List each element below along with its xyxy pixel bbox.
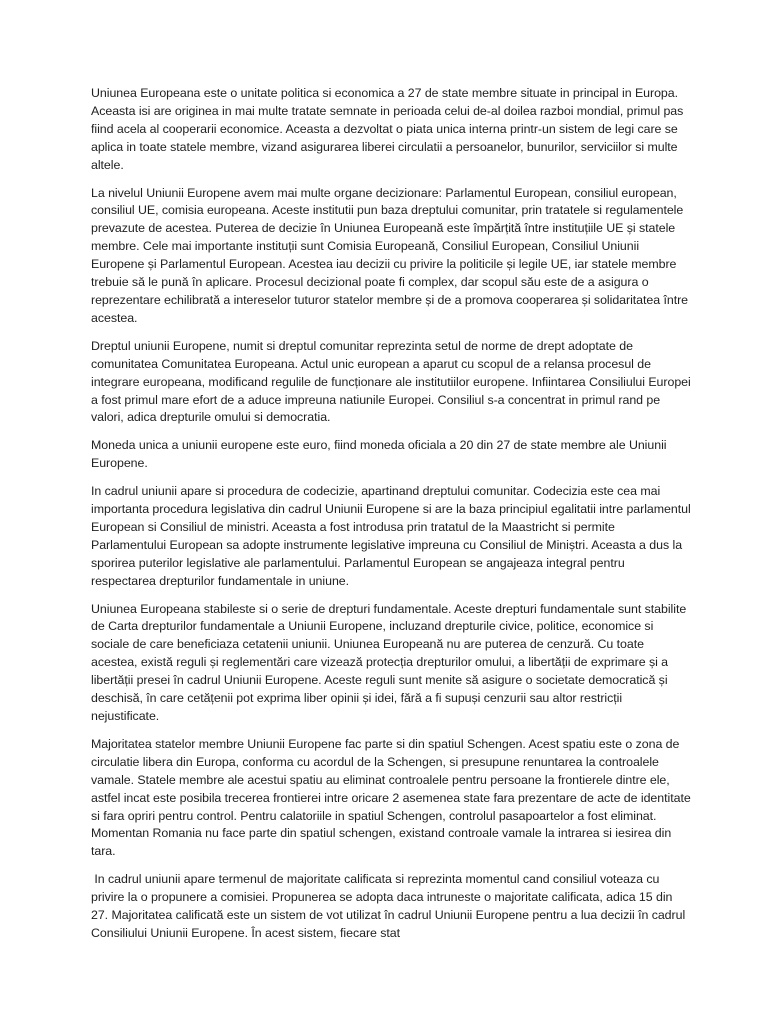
paragraph-decision-bodies: La nivelul Uniunii Europene avem mai multe organe decizionare: Parlamentul European, consiliul european, consiliul UE, comisia europeana. Aceste institutii pun baza dreptului comunitar, prin tratatele si regulamentele prevazute de acestea. Puterea de decizie în Uniunea Europeană este împărțită între instituțiile UE și statele membre. Cele mai importante instituții sunt Comisia Europeană, Consiliul European, Consiliul Uniunii Europene și Parlamentul European. Acestea iau decizii cu privire la politicile și legile UE, iar statele membre trebuie să le pună în aplicare. Procesul decizional poate fi complex, dar scopul său este de a asigura o reprezentare echilibrată a intereselor tuturor statelor membre și de a promova cooperarea și solidaritatea între acestea. [91,185,689,325]
paragraph-qualified-majority: In cadrul uniunii apare termenul de majoritate calificata si reprezinta momentul cand consiliul voteaza cu privire la o propunere a comisiei. Propunerea se adopta daca intruneste o majoritate calificata, adica 15 din 27. Majoritatea calificată este un sistem de vot utilizat în cadrul Uniunii Europene pentru a lua decizii în cadrul Consiliului Uniunii Europene. În acest sistem, fiecare stat [91,872,689,940]
document-body [91,85,691,953]
paragraph-eu-law: Dreptul uniunii Europene, numit si dreptul comunitar reprezinta setul de norme de drept adoptate de comunitatea Comunitatea Europeana. Actul unic european a aparut cu scopul de a relansa procesul de integrare europeana, modificand regulile de funcționare ale institutiilor europene. Infiintarea Consiliului Europei a fost primul mare efort de a aduce impreuna natiunile Europei. Consiliul s-a concentrat in primul rand pe valori, adica drepturile omului si democratia. [91,338,691,425]
paragraph-eu-overview: Uniunea Europeana este o unitate politica si economica a 27 de state membre situate in principal in Europa. Aceasta isi are originea in mai multe tratate semnate in perioada celui de-al doilea razboi mondial, primul pas fiind acela al cooperarii economice. Aceasta a dezvoltat o piata unica interna printr-un sistem de legi care se aplica in toate statele membre, vizand asigurarea liberei circulatii a persoanelor, bunurilor, serviciilor si multe altele. [91,86,684,172]
paragraph-schengen: Majoritatea statelor membre Uniunii Europene fac parte si din spatiul Schengen. Acest spatiu este o zona de circulatie libera din Europa, conforma cu acordul de la Schengen, si presupune renuntarea la controalele vamale. Statele membre ale acestui spatiu au eliminat controalele pentru persoane la frontierele dintre ele, astfel incat este posibila trecerea frontierei intre oricare 2 asemenea state fara prezentare de acte de identitate si fara opriri pentru control. Pentru calatoriile in spatiul Schengen, controlul pasapoartelor a fost eliminat. Momentan Romania nu face parte din spatiul schengen, existand controale vamale la intrarea si iesirea din tara. [91,736,691,859]
paragraph-fundamental-rights: Uniunea Europeana stabileste si o serie de drepturi fundamentale. Aceste drepturi fundamentale sunt stabilite de Carta drepturilor fundamentale a Uniunii Europene, incluzand drepturile civice, politice, economice si sociale de care beneficiaza cetatenii uniunii. Uniunea Europeană nu are puterea de cenzură. Cu toate acestea, există reguli și reglementări care vizează protecția drepturilor omului, a libertății de exprimare și a libertății presei în cadrul Uniunii Europene. Aceste reguli sunt menite să asigure o societate democratică și deschisă, în care cetățenii pot exprima liber opinii și idei, fără a fi supuși cenzurii sau altor restricții nejustificate. [91,601,687,723]
paragraph-codecision: In cadrul uniunii apare si procedura de codecizie, apartinand dreptului comunitar. Codecizia este cea mai importanta procedura legislativa din cadrul Uniunii Europene si are la baza principiul egalitatii intre parlamentul European si Consiliul de ministri. Aceasta a fost introdusa prin tratatul de la Maastricht si permite Parlamentului European sa adopte instrumente legislative impreuna cu Consiliul de Miniștri. Aceasta a dus la sporirea puterilor legislative ale parlamentului. Parlamentul European se angajeaza integral pentru respectarea drepturilor fundamentale in uniune. [91,484,691,588]
paragraph-euro-currency: Moneda unica a uniunii europene este euro, fiind moneda oficiala a 20 din 27 de state membre ale Uniunii Europene. [91,438,667,471]
